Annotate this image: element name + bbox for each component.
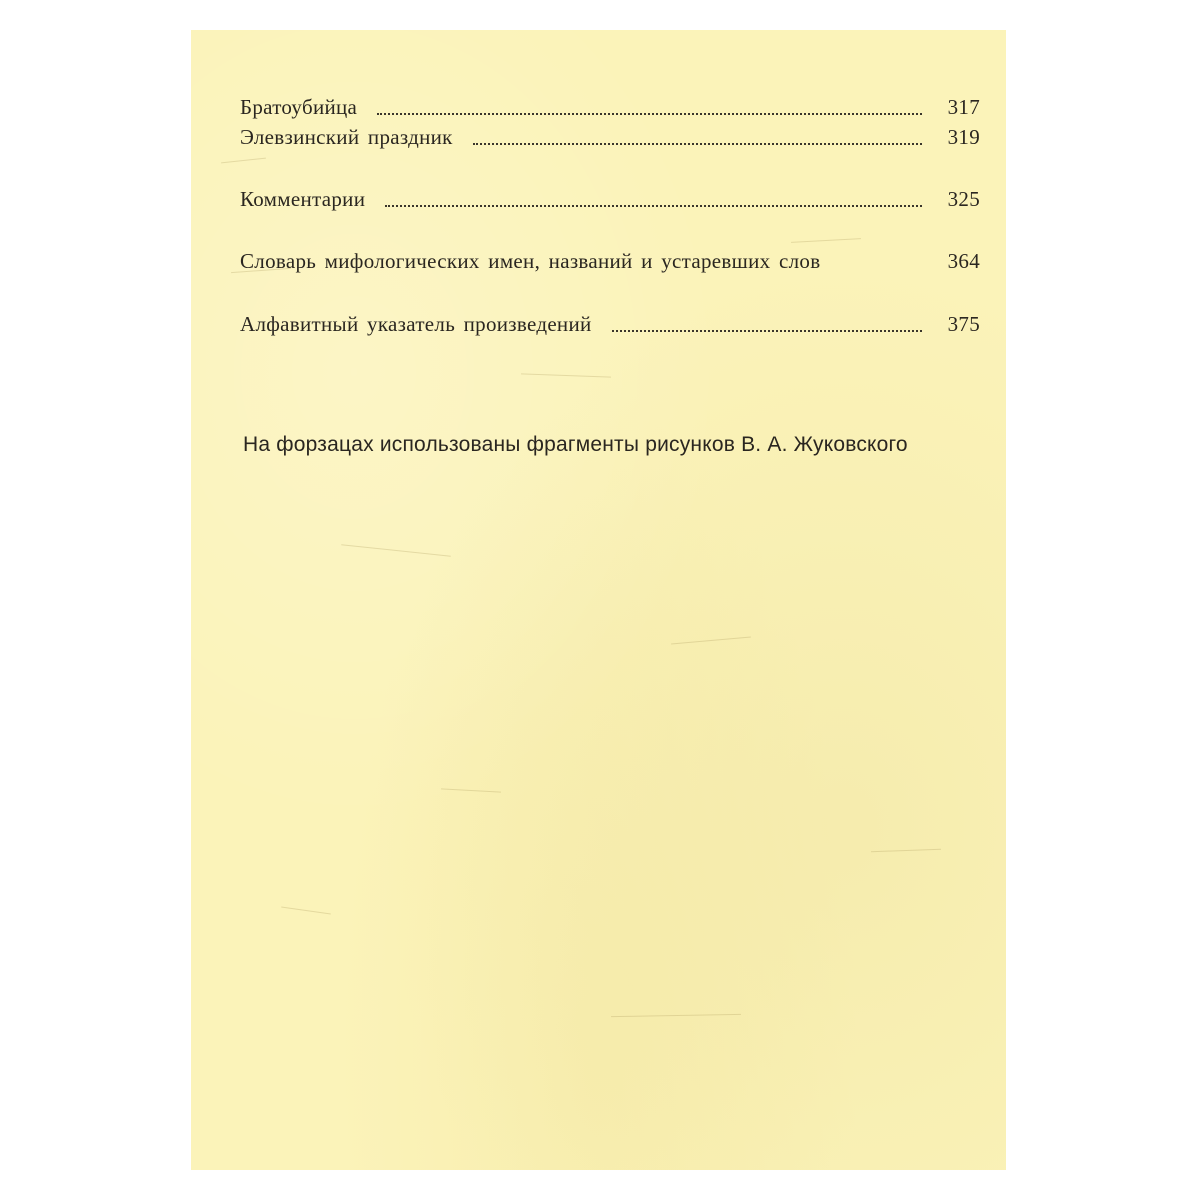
toc-entry-title: Братоубийца bbox=[240, 95, 358, 119]
toc-entry-page: 317 bbox=[947, 95, 980, 119]
toc-entry-title: Элевзинский праздник bbox=[240, 125, 453, 149]
toc-entry-title: Словарь мифологических имен, названий и устаревших слов bbox=[240, 249, 821, 273]
toc-entry-title: Алфавитный указатель произведений bbox=[240, 312, 592, 336]
toc-entry bbox=[240, 186, 980, 212]
toc-entry bbox=[240, 94, 980, 120]
toc-entry bbox=[240, 124, 980, 150]
toc-entry-title: Комментарии bbox=[240, 187, 366, 211]
toc-entry-page: 364 bbox=[947, 249, 980, 273]
endpaper-note: На форзацах использованы фрагменты рисунков В. А. Жуковского bbox=[243, 433, 908, 456]
toc-entry-page: 375 bbox=[947, 312, 980, 336]
toc-entry-page: 319 bbox=[947, 125, 980, 149]
toc-dot-leader bbox=[385, 205, 922, 207]
toc-entry bbox=[240, 248, 980, 274]
toc-dot-leader bbox=[473, 143, 922, 145]
toc-entry-page: 325 bbox=[947, 187, 980, 211]
toc-entry bbox=[240, 311, 980, 337]
toc-dot-leader bbox=[377, 113, 922, 115]
toc-dot-leader bbox=[612, 330, 922, 332]
book-page bbox=[191, 30, 1006, 1170]
